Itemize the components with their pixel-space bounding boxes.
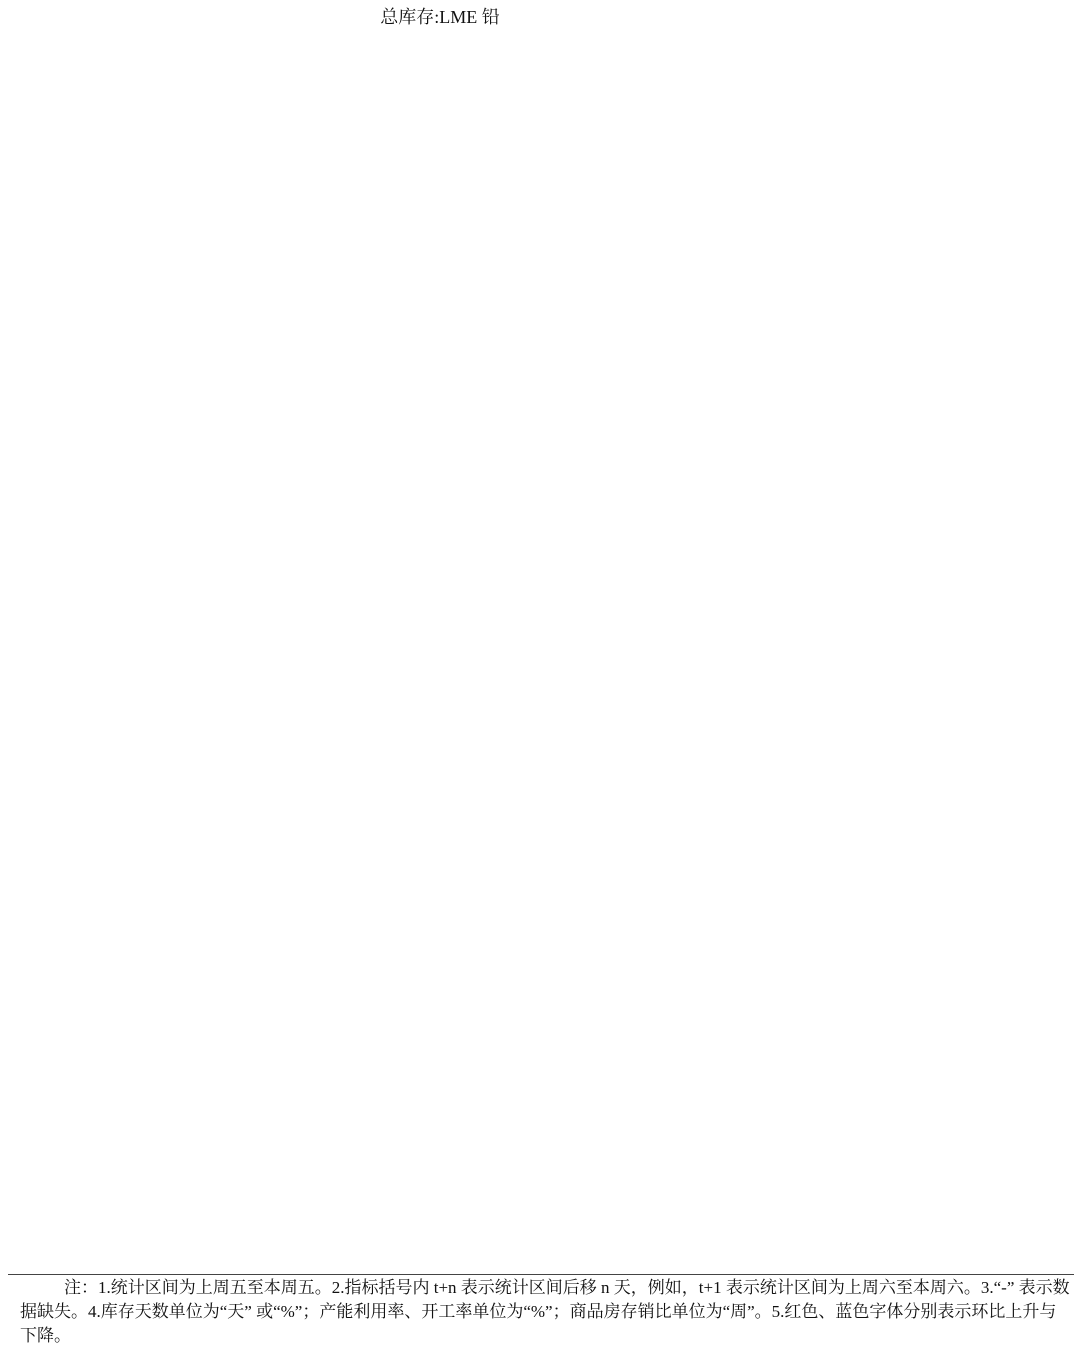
footnote: 注：1.统计区间为上周五至本周五。2.指标括号内 t+n 表示统计区间后移 n 天，例如，t+1 表示统计区间为上周六至本周六。3.“-” 表示数据缺失。4.库存天数单位为“天” 或“%”；产能利用率、开工率单位为“%”；商品房存销比单位为“周”。5.红色、蓝色字体分别表示环比上升与下降。 <box>20 1278 1070 1345</box>
footnote-divider <box>8 1274 1074 1275</box>
indicator-cell <box>262 0 618 36</box>
value-cell <box>622 0 722 36</box>
indicator-text: 总库存:LME 铅 <box>380 7 500 28</box>
